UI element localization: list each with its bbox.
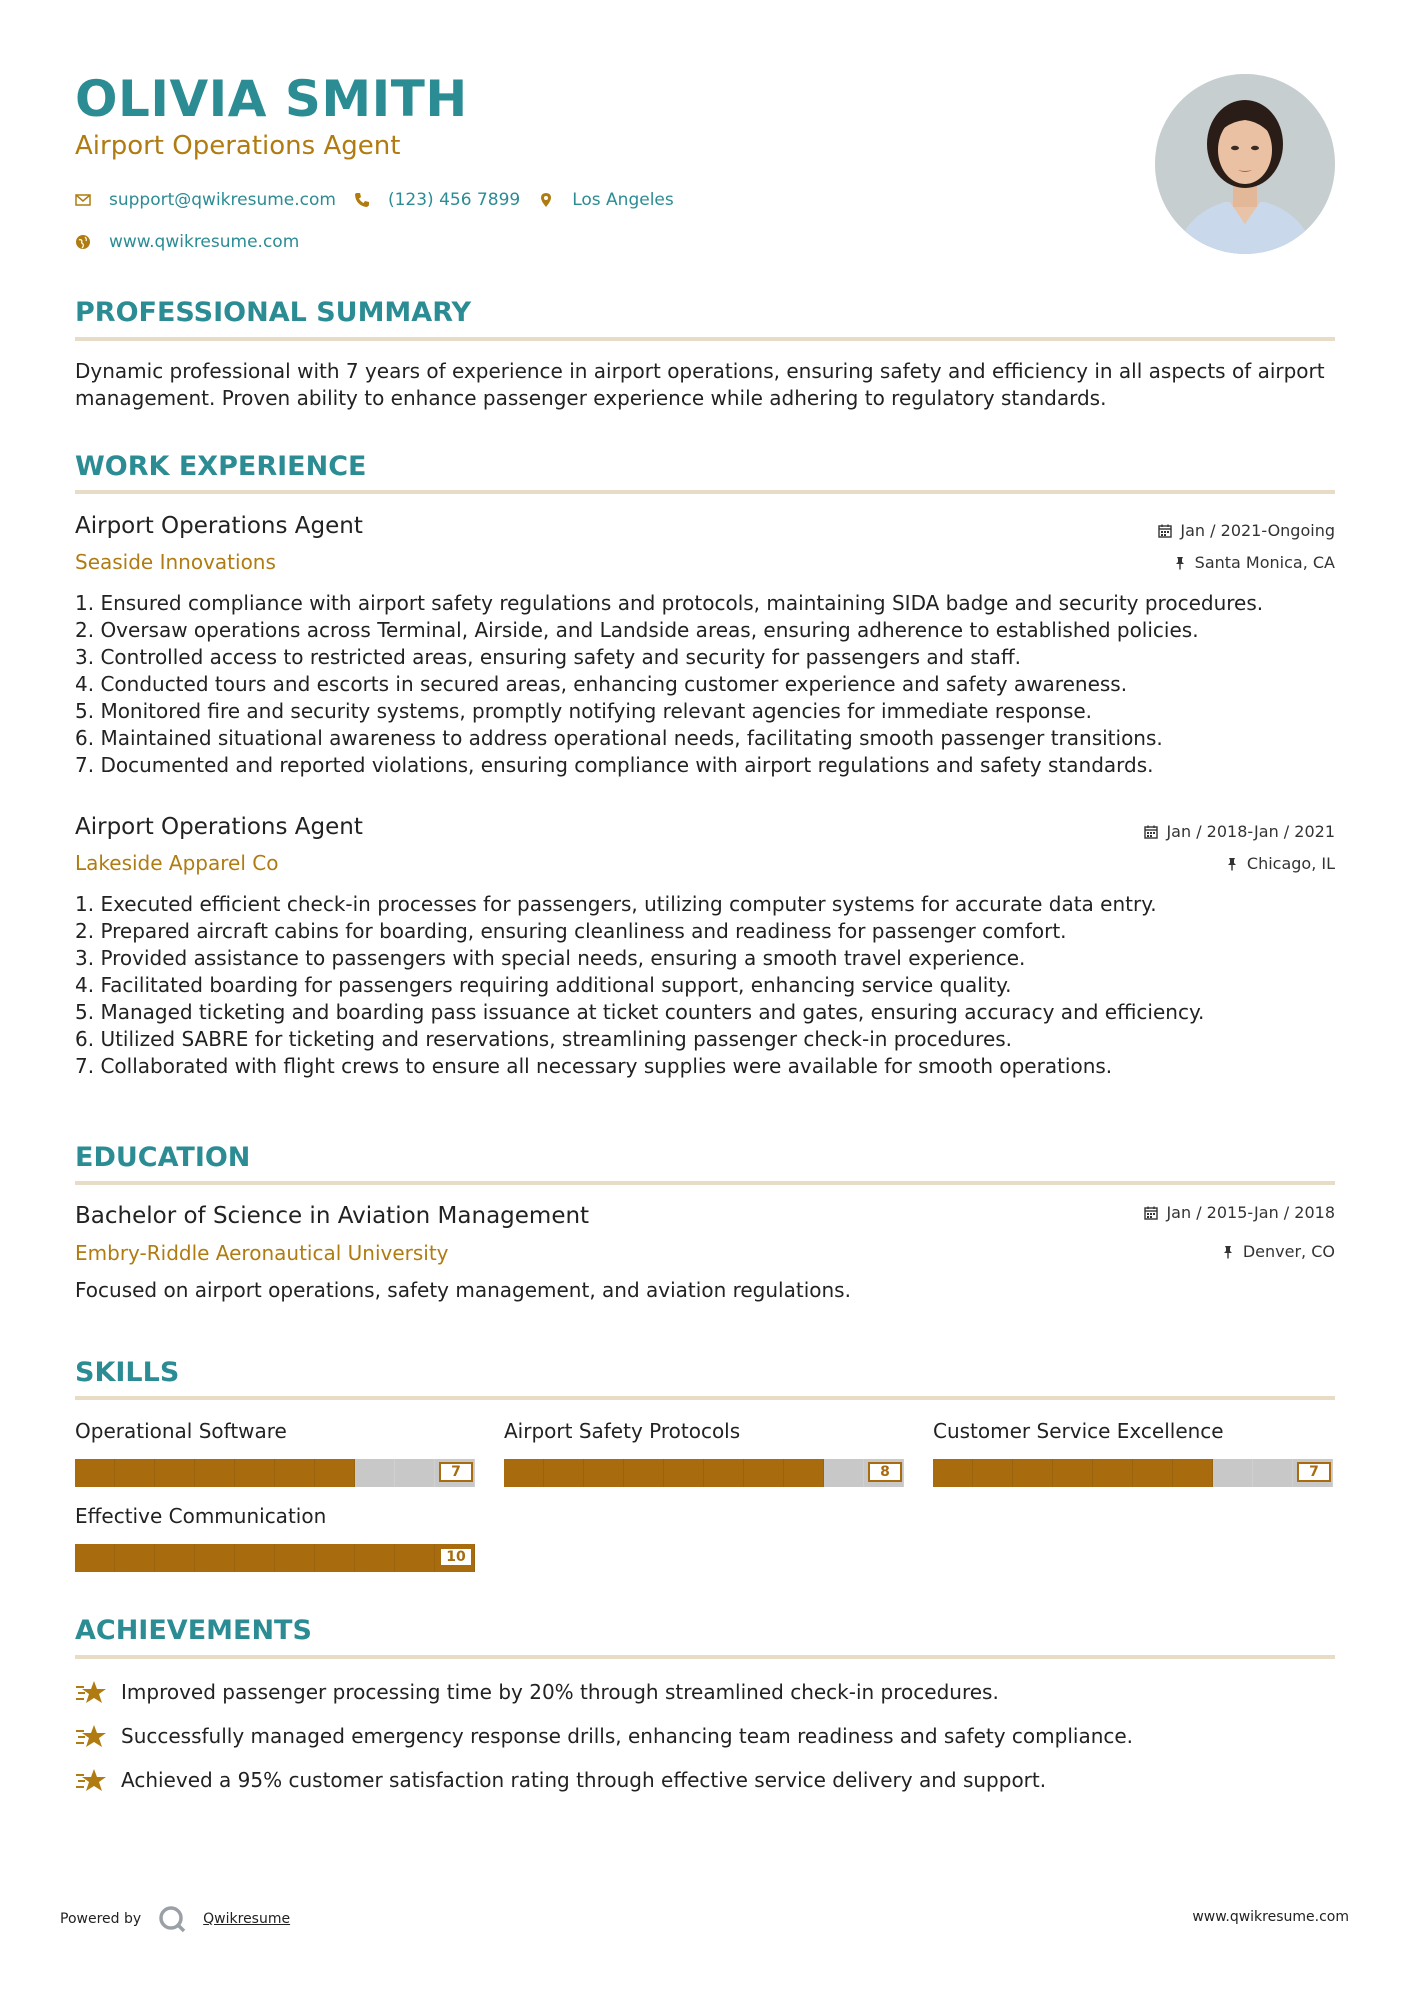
education-dates bbox=[1144, 1205, 1335, 1221]
skill-bar bbox=[933, 1459, 1333, 1487]
job-company: Seaside Innovations bbox=[75, 550, 276, 574]
website-text: www.qwikresume.com bbox=[109, 232, 300, 252]
footer-brand-link[interactable]: Qwikresume bbox=[203, 1911, 291, 1927]
job-company: Lakeside Apparel Co bbox=[75, 851, 279, 875]
skill-bar-segment bbox=[1213, 1459, 1253, 1487]
achievements-divider bbox=[75, 1655, 1335, 1659]
skill-level-badge: 10 bbox=[439, 1547, 473, 1567]
job-dates-text: Jan / 2021-Ongoing bbox=[1180, 521, 1335, 540]
contact-row-2 bbox=[75, 232, 317, 252]
skill-level-badge: 7 bbox=[1297, 1462, 1331, 1482]
skill-bar-segment bbox=[1133, 1459, 1173, 1487]
calendar-icon bbox=[1158, 524, 1172, 538]
skill-bar-segment bbox=[315, 1544, 355, 1572]
skill-bar-segment bbox=[1013, 1459, 1053, 1487]
skill-bar-segment bbox=[504, 1459, 544, 1487]
globe-icon bbox=[75, 234, 91, 250]
skill-bar-segment bbox=[155, 1459, 195, 1487]
list-item: 5. Monitored fire and security systems, promptly notifying relevant agencies for immediate response. bbox=[75, 699, 1093, 723]
achievement-item bbox=[75, 1678, 999, 1706]
skill-bar-segment bbox=[75, 1459, 115, 1487]
pushpin-icon bbox=[1221, 1245, 1235, 1259]
skill-item bbox=[933, 1419, 1333, 1480]
footer-url[interactable]: www.qwikresume.com bbox=[1192, 1909, 1349, 1925]
summary-heading: PROFESSIONAL SUMMARY bbox=[75, 297, 472, 328]
job-location-text: Santa Monica, CA bbox=[1194, 553, 1335, 572]
skill-item bbox=[504, 1419, 904, 1480]
profile-photo bbox=[1155, 74, 1335, 254]
pushpin-icon bbox=[1173, 556, 1187, 570]
achievement-item bbox=[75, 1722, 1133, 1750]
skill-bar-segment bbox=[115, 1544, 155, 1572]
skill-bar bbox=[75, 1459, 475, 1487]
star-icon bbox=[75, 1678, 107, 1706]
degree-title: Bachelor of Science in Aviation Management bbox=[75, 1203, 590, 1229]
skill-level-badge: 7 bbox=[439, 1462, 473, 1482]
experience-heading: WORK EXPERIENCE bbox=[75, 451, 367, 482]
skill-bar-segment bbox=[235, 1544, 275, 1572]
achievements-heading: ACHIEVEMENTS bbox=[75, 1615, 312, 1646]
skill-bar-segment bbox=[1253, 1459, 1293, 1487]
job-dates bbox=[1158, 523, 1335, 539]
job-location-text: Chicago, IL bbox=[1246, 854, 1335, 873]
contact-phone[interactable] bbox=[354, 190, 520, 210]
phone-text: (123) 456 7899 bbox=[387, 190, 521, 210]
powered-by-label: Powered by bbox=[60, 1911, 142, 1927]
skill-name: Airport Safety Protocols bbox=[504, 1419, 741, 1443]
skill-bar-segment bbox=[315, 1459, 355, 1487]
list-item: 6. Utilized SABRE for ticketing and reservations, streamlining passenger check-in procedures. bbox=[75, 1027, 1013, 1051]
calendar-icon bbox=[1144, 825, 1158, 839]
skill-bar-segment bbox=[355, 1544, 395, 1572]
list-item: 1. Ensured compliance with airport safety regulations and protocols, maintaining SIDA badge and security procedures. bbox=[75, 591, 1264, 615]
location-text: Los Angeles bbox=[572, 190, 674, 210]
skill-item bbox=[75, 1504, 475, 1565]
footer-powered-by bbox=[60, 1904, 290, 1934]
achievement-text: Improved passenger processing time by 20% through streamlined check-in procedures. bbox=[121, 1680, 999, 1704]
job-title: Airport Operations Agent bbox=[75, 513, 363, 539]
list-item: 1. Executed efficient check-in processes for passengers, utilizing computer systems for accurate data entry. bbox=[75, 892, 1157, 916]
pushpin-icon bbox=[1225, 857, 1239, 871]
skill-bar-segment bbox=[275, 1459, 315, 1487]
skill-bar bbox=[504, 1459, 904, 1487]
skill-bar-segment bbox=[664, 1459, 704, 1487]
list-item: 6. Maintained situational awareness to address operational needs, facilitating smooth passenger transitions. bbox=[75, 726, 1163, 750]
contact-email[interactable] bbox=[75, 190, 336, 210]
job-title: Airport Operations Agent bbox=[75, 814, 363, 840]
skill-bar-segment bbox=[275, 1544, 315, 1572]
skill-bar-segment bbox=[195, 1459, 235, 1487]
list-item: 5. Managed ticketing and boarding pass issuance at ticket counters and gates, ensuring accuracy and efficiency. bbox=[75, 1000, 1205, 1024]
list-item: 2. Oversaw operations across Terminal, Airside, and Landside areas, ensuring adherence to established policies. bbox=[75, 618, 1199, 642]
skill-bar-segment bbox=[584, 1459, 624, 1487]
skill-bar-segment bbox=[624, 1459, 664, 1487]
achievement-item bbox=[75, 1766, 1046, 1794]
achievement-text: Successfully managed emergency response drills, enhancing team readiness and safety compliance. bbox=[121, 1724, 1134, 1748]
education-heading: EDUCATION bbox=[75, 1142, 251, 1173]
email-text: support@qwikresume.com bbox=[109, 190, 336, 210]
skill-bar-segment bbox=[824, 1459, 864, 1487]
calendar-icon bbox=[1144, 1206, 1158, 1220]
skill-bar-segment bbox=[1093, 1459, 1133, 1487]
skill-level-badge: 8 bbox=[868, 1462, 902, 1482]
skill-bar-segment bbox=[973, 1459, 1013, 1487]
star-icon bbox=[75, 1722, 107, 1750]
skill-bar-segment bbox=[155, 1544, 195, 1572]
portrait-image bbox=[1155, 74, 1335, 254]
star-icon bbox=[75, 1766, 107, 1794]
job-dates-text: Jan / 2018-Jan / 2021 bbox=[1166, 822, 1335, 841]
skills-heading: SKILLS bbox=[75, 1357, 180, 1388]
phone-icon bbox=[354, 192, 370, 208]
skill-bar-segment bbox=[1053, 1459, 1093, 1487]
contact-row bbox=[75, 190, 692, 210]
summary-divider bbox=[75, 337, 1335, 341]
job-duties-list bbox=[75, 590, 1335, 779]
contact-website[interactable] bbox=[75, 232, 299, 252]
experience-divider bbox=[75, 490, 1335, 494]
skill-bar-segment bbox=[933, 1459, 973, 1487]
contact-location bbox=[538, 190, 674, 210]
list-item: 4. Conducted tours and escorts in secured areas, enhancing customer experience and safety awareness. bbox=[75, 672, 1128, 696]
candidate-name: OLIVIA SMITH bbox=[75, 70, 468, 128]
education-dates-text: Jan / 2015-Jan / 2018 bbox=[1166, 1203, 1335, 1222]
skill-bar-segment bbox=[355, 1459, 395, 1487]
skill-bar-segment bbox=[75, 1544, 115, 1572]
envelope-icon bbox=[75, 192, 91, 208]
skill-bar-segment bbox=[704, 1459, 744, 1487]
skill-bar-segment bbox=[395, 1459, 435, 1487]
job-duties-list bbox=[75, 891, 1335, 1080]
list-item: 4. Facilitated boarding for passengers requiring additional support, enhancing service quality. bbox=[75, 973, 1012, 997]
summary-text: Dynamic professional with 7 years of experience in airport operations, ensuring safety and efficiency in all aspects of airport management. Proven ability to enhance passenger experience while adhering to regulatory standards. bbox=[75, 359, 1325, 410]
education-description: Focused on airport operations, safety management, and aviation regulations. bbox=[75, 1278, 851, 1302]
list-item: 7. Collaborated with flight crews to ensure all necessary supplies were available for smooth operations. bbox=[75, 1054, 1113, 1078]
list-item: 3. Controlled access to restricted areas, ensuring safety and security for passengers and staff. bbox=[75, 645, 1021, 669]
job-dates bbox=[1144, 824, 1335, 840]
skill-name: Effective Communication bbox=[75, 1504, 327, 1528]
skill-bar-segment bbox=[1173, 1459, 1213, 1487]
skill-name: Operational Software bbox=[75, 1419, 287, 1443]
skill-item bbox=[75, 1419, 475, 1480]
skill-bar-segment bbox=[784, 1459, 824, 1487]
skill-bar-segment bbox=[195, 1544, 235, 1572]
job-location bbox=[1225, 856, 1335, 872]
education-location-text: Denver, CO bbox=[1242, 1242, 1335, 1261]
skill-bar-segment bbox=[744, 1459, 784, 1487]
education-location bbox=[1221, 1244, 1335, 1260]
skill-bar-segment bbox=[544, 1459, 584, 1487]
skills-divider bbox=[75, 1396, 1335, 1400]
list-item: 7. Documented and reported violations, ensuring compliance with airport regulations and safety standards. bbox=[75, 753, 1154, 777]
skill-bar-segment bbox=[235, 1459, 275, 1487]
skill-name: Customer Service Excellence bbox=[933, 1419, 1224, 1443]
qwikresume-logo-icon bbox=[157, 1904, 187, 1934]
job-location bbox=[1173, 555, 1335, 571]
achievement-text: Achieved a 95% customer satisfaction rating through effective service delivery and support. bbox=[121, 1768, 1047, 1792]
skill-bar bbox=[75, 1544, 475, 1572]
map-pin-icon bbox=[538, 192, 554, 208]
list-item: 3. Provided assistance to passengers with special needs, ensuring a smooth travel experience. bbox=[75, 946, 1026, 970]
list-item: 2. Prepared aircraft cabins for boarding, ensuring cleanliness and readiness for passenger comfort. bbox=[75, 919, 1067, 943]
education-divider bbox=[75, 1181, 1335, 1185]
candidate-title: Airport Operations Agent bbox=[75, 131, 401, 161]
skill-bar-segment bbox=[395, 1544, 435, 1572]
school-name: Embry-Riddle Aeronautical University bbox=[75, 1241, 449, 1265]
skill-bar-segment bbox=[115, 1459, 155, 1487]
